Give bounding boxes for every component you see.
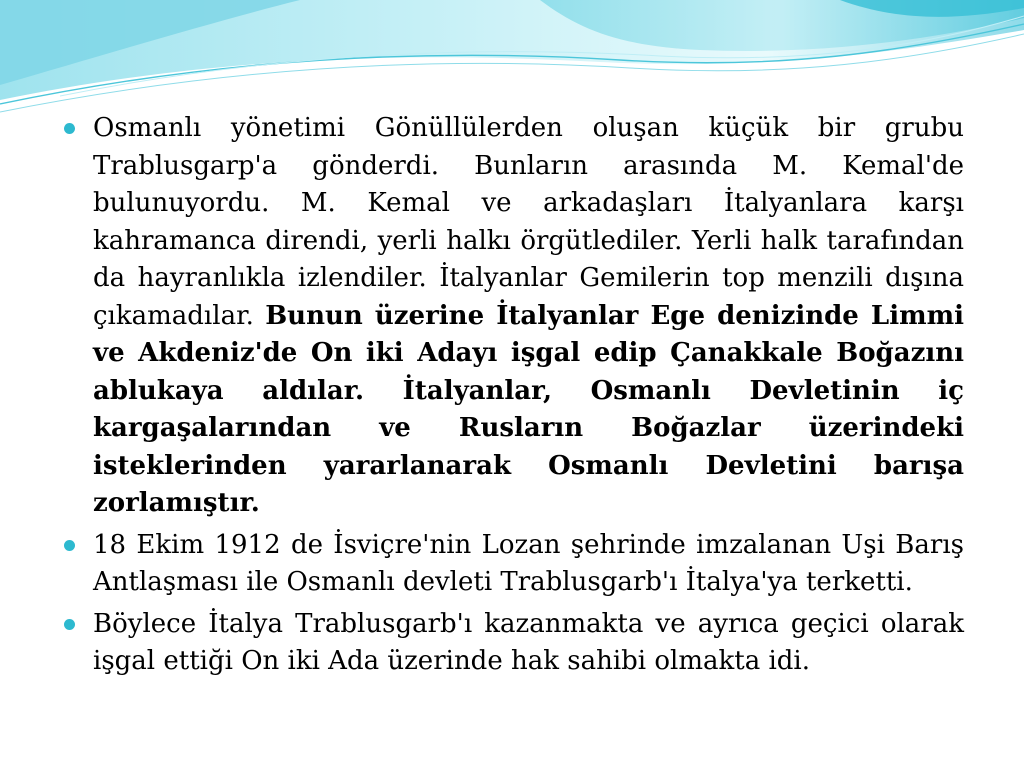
header-wave-decoration: [0, 0, 1024, 120]
bullet-1-bold-text: Bunun üzerine İtalyanlar Ege denizinde Limmi ve Akdeniz'de On iki Adayı işgal edip Çanakkale Boğazını ablukaya aldılar. İtalyanlar, Osmanlı Devletinin iç kargaşalarından ve Rusların Boğazlar üzerindeki isteklerinden yararlanarak Osmanlı Devletini barışa zorlamıştır.: [93, 300, 964, 518]
bullet-dot-icon: [64, 540, 75, 551]
bullet-item-2: [60, 527, 964, 602]
bullet-dot-icon: [64, 619, 75, 630]
bullet-item-3: [60, 606, 964, 681]
bullet-dot-icon: [64, 123, 75, 134]
bullet-2-text: 18 Ekim 1912 de İsviçre'nin Lozan şehrinde imzalanan Uşi Barış Antlaşması ile Osmanlı devleti Trablusgarb'ı İtalya'ya terketti.: [93, 529, 964, 597]
bullet-item-1: [60, 110, 964, 523]
bullet-3-text: Böylece İtalya Trablusgarb'ı kazanmakta ve ayrıca geçici olarak işgal ettiği On iki Ada üzerinde hak sahibi olmakta idi.: [93, 608, 964, 676]
slide-content: [60, 110, 964, 681]
bullet-1-plain-text: Osmanlı yönetimi Gönüllülerden oluşan küçük bir grubu Trablusgarp'a gönderdi. Bunların arasında M. Kemal'de bulunuyordu. M. Kemal ve arkadaşları İtalyanlara karşı kahramanca direndi, yerli halkı örgütlediler. Yerli halk tarafından da hayranlıkla izlendiler. İtalyanlar Gemilerin top menzili dışına çıkamadılar.: [93, 113, 964, 331]
